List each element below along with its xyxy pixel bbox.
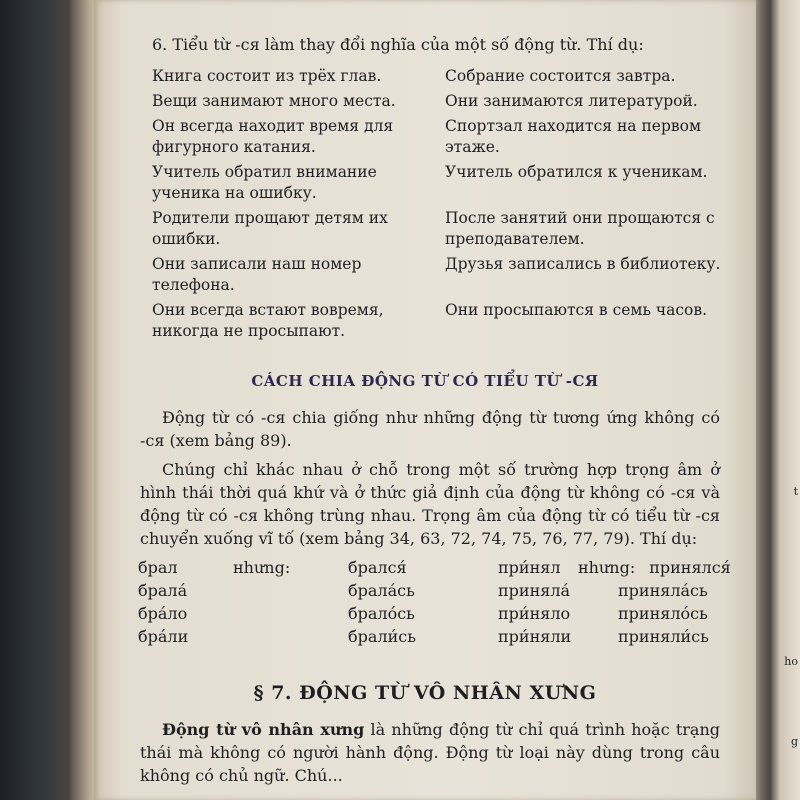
conj-but-1: нhưng: <box>233 558 291 577</box>
impersonal-verb-term: Động từ vô nhân xưng <box>162 720 365 739</box>
conj-but-2: нhưng: <box>578 558 636 577</box>
conj-first-row-right <box>578 556 768 579</box>
example-right-5: После занятий они прощаются с преподавателем. <box>445 209 715 248</box>
page-content <box>130 34 731 793</box>
conj-but-1 <box>233 602 348 625</box>
example-left-2: Вещи занимают много места. <box>152 92 396 110</box>
example-table <box>152 66 720 346</box>
example-left-6: Они записали наш номер телефона. <box>152 255 362 294</box>
next-page-edge-text: t <box>793 485 798 498</box>
conj-prinyatsya-2: приняла́сь <box>618 581 708 600</box>
example-heading: 6. Tiểu từ -ся làm thay đổi nghĩa của một số động từ. Thí dụ: <box>152 35 644 54</box>
example-left-4: Учитель обратил внимание ученика на ошибку. <box>152 163 377 202</box>
conj-prinyat-2: приняла́ <box>498 581 571 600</box>
conj-bratsya-1: брался́ <box>348 558 407 577</box>
section-title: § 7. ĐỘNG TỪ VÔ NHÂN XƯNG <box>253 682 597 704</box>
conj-bratsya-2: брала́сь <box>348 581 415 600</box>
conj-but-1 <box>233 625 348 648</box>
paragraph-2: Chúng chỉ khác nhau ở chỗ trong một số trường hợp trọng âm ở hình thái thời quá khứ và ở thức giả định của động từ không có -ся và động từ có -ся không trùng nhau. Trọng âm của động từ có tiểu từ -ся chuyển xuống vĩ tố (xem bảng 34, 63, 72, 74, 75, 76, 77, 79). Thí dụ: <box>140 460 720 548</box>
conj-prinyatsya-1: принялся́ <box>649 558 731 577</box>
conj-brat-3: бра́ло <box>138 604 188 623</box>
conj-but-1 <box>233 579 348 602</box>
conjugation-subheading: CÁCH CHIA ĐỘNG TỪ CÓ TIỂU TỪ -СЯ <box>251 372 599 390</box>
example-right-1: Собрание состоится завтра. <box>445 67 676 85</box>
example-left-5: Родители прощают детям их ошибки. <box>152 209 388 248</box>
conj-prinyatsya-4: приняли́сь <box>618 627 709 646</box>
conj-prinyat-4: при́няли <box>498 627 572 646</box>
next-page-edge-text: g <box>790 735 798 748</box>
example-left-7: Они всегда встают вовремя, никогда не просыпают. <box>152 301 384 340</box>
conj-prinyat-3: при́няло <box>498 604 571 623</box>
example-right-3: Спортзал находится на первом этаже. <box>445 117 702 156</box>
conj-prinyat-1: при́нял <box>498 558 561 577</box>
conj-bratsya-3: брало́сь <box>348 604 415 623</box>
next-page-edge-text: ho <box>784 655 798 668</box>
conj-brat-1: брал <box>138 558 178 577</box>
conj-prinyatsya-3: приняло́сь <box>618 604 708 623</box>
example-right-6: Друзья записались в библиотеку. <box>445 255 721 273</box>
example-right-7: Они просыпаются в семь часов. <box>445 301 708 319</box>
example-left-3: Он всегда находит время для фигурного катания. <box>152 117 394 156</box>
conj-brat-2: брала́ <box>138 581 188 600</box>
paragraph-3 <box>140 718 720 787</box>
example-right-4: Учитель обратился к ученикам. <box>445 163 708 181</box>
book-spine <box>0 0 70 800</box>
example-left-1: Книга состоит из трёх глав. <box>152 67 382 85</box>
conj-brat-4: бра́ли <box>138 627 189 646</box>
paragraph-1: Động từ có -ся chia giống như những động từ tương ứng không có -ся (xem bảng 89). <box>140 408 720 450</box>
conj-bratsya-4: брали́сь <box>348 627 416 646</box>
conjugation-table <box>138 556 731 648</box>
example-right-2: Они занимаются литературой. <box>445 92 698 110</box>
paragraph-3-text: là những động từ chỉ quá trình hoặc trạng thái mà không có người hành động. Động từ loại này dùng trong câu không có chủ ngữ. Chú... <box>140 720 721 785</box>
